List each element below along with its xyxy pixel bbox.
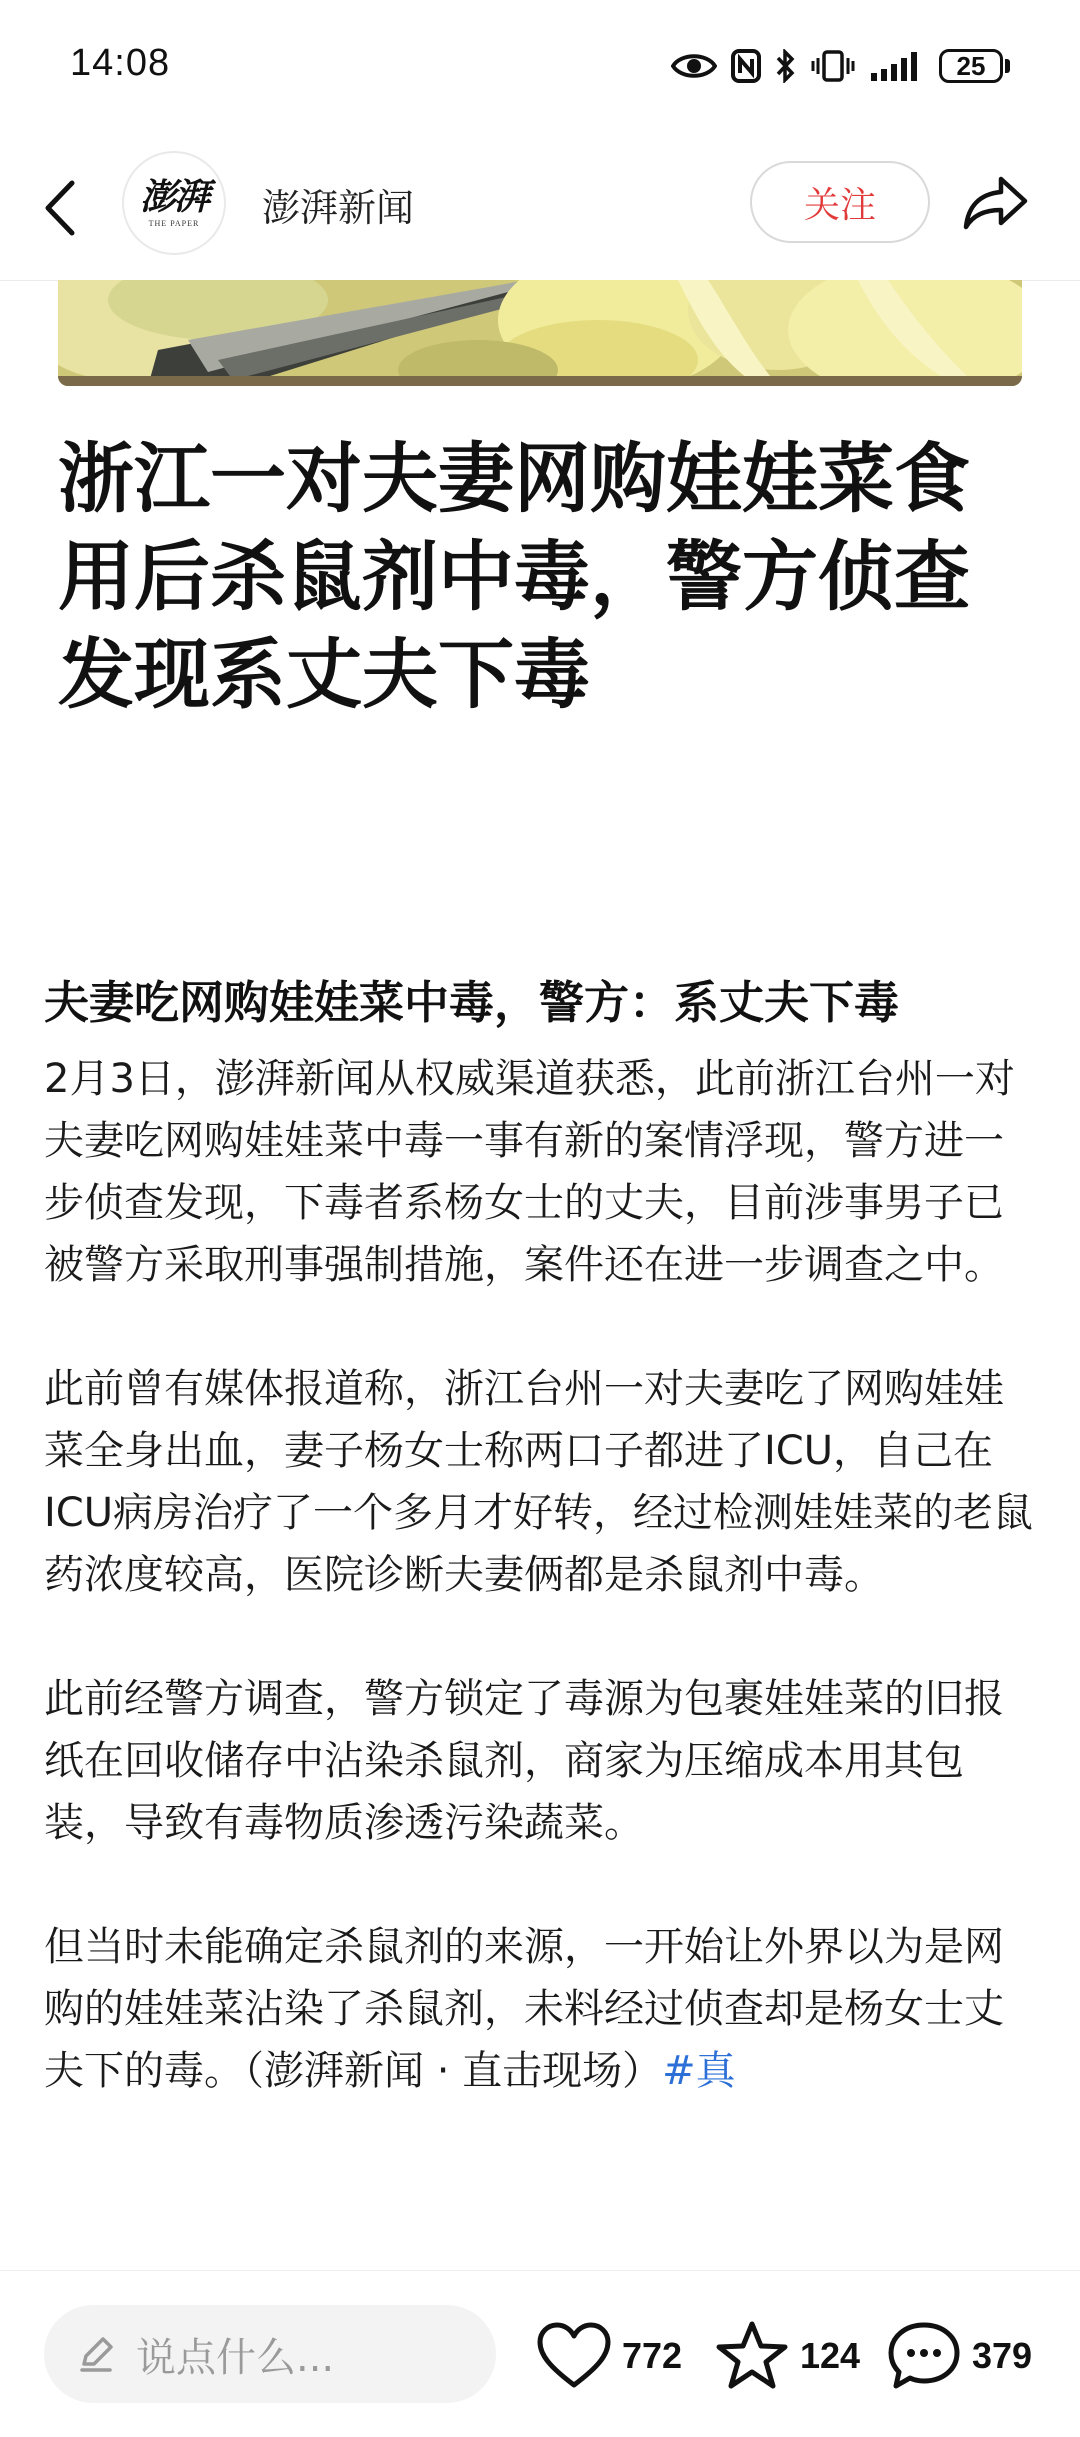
article-paragraph: 2月3日，澎湃新闻从权威渠道获悉，此前浙江台州一对夫妻吃网购娃娃菜中毒一事有新的案情浮现，警方进一步侦查发现，下毒者系杨女士的丈夫，目前涉事男子已被警方采取刑事强制措施，案件还在进一步调查之中。	[44, 1056, 1015, 1288]
bluetooth-icon	[775, 44, 797, 88]
heart-icon	[536, 2321, 612, 2391]
logo-subtext: THE PAPER	[148, 218, 200, 228]
cabbage-photo	[58, 280, 1022, 386]
channel-logo[interactable]	[122, 151, 226, 255]
comment-bubble-icon	[886, 2319, 962, 2393]
battery-level: 25	[939, 49, 1003, 83]
vibrate-icon	[811, 44, 855, 88]
article-paragraph-text: 但当时未能确定杀鼠剂的来源，一开始让外界以为是网购的娃娃菜沾染了杀鼠剂，未料经过侦查却是杨女士丈夫下的毒。（澎湃新闻 · 直击现场）	[44, 1924, 1004, 2094]
article-paragraph-last	[44, 1916, 1034, 2102]
article-hero-image[interactable]	[58, 280, 1022, 386]
status-time: 14:08	[70, 42, 171, 84]
battery-icon	[939, 49, 1010, 83]
status-icons	[671, 44, 1010, 88]
comment-input[interactable]	[44, 2305, 496, 2403]
star-icon	[714, 2319, 790, 2393]
app-header	[0, 135, 1080, 281]
favorite-button[interactable]	[714, 2311, 860, 2401]
article-paragraph: 此前曾有媒体报道称，浙江台州一对夫妻吃了网购娃娃菜全身出血，妻子杨女士称两口子都进了ICU，自己在ICU病房治疗了一个多月才好转，经过检测娃娃菜的老鼠药浓度较高，医院诊断夫妻俩都是杀鼠剂中毒。	[44, 1366, 1034, 1598]
bottom-action-bar	[0, 2270, 1080, 2437]
share-icon	[961, 173, 1031, 233]
topic-hashtag-link[interactable]: #真	[662, 2048, 736, 2094]
content-fade	[0, 2235, 1080, 2275]
comment-count: 379	[972, 2335, 1033, 2376]
article-body	[44, 1048, 1034, 2164]
pen-icon	[74, 2332, 118, 2376]
comment-placeholder: 说点什么...	[136, 2334, 335, 2381]
comment-button[interactable]	[886, 2311, 1032, 2401]
channel-name[interactable]: 澎湃新闻	[262, 186, 415, 230]
nfc-icon	[731, 44, 761, 88]
status-bar	[0, 0, 1080, 135]
favorite-count: 124	[800, 2335, 861, 2376]
like-count: 772	[622, 2335, 683, 2376]
eye-icon	[671, 44, 717, 88]
like-button[interactable]	[536, 2311, 682, 2401]
share-button[interactable]	[958, 165, 1034, 241]
back-button[interactable]	[30, 173, 90, 243]
article-title: 浙江一对夫妻网购娃娃菜食用后杀鼠剂中毒，警方侦查发现系丈夫下毒	[58, 434, 970, 719]
follow-button[interactable]: 关注	[750, 161, 930, 243]
article-subtitle: 夫妻吃网购娃娃菜中毒，警方：系丈夫下毒	[44, 976, 900, 1029]
article-paragraph: 此前经警方调查，警方锁定了毒源为包裹娃娃菜的旧报纸在回收储存中沾染杀鼠剂，商家为压缩成本用其包装，导致有毒物质渗透污染蔬菜。	[44, 1676, 1004, 1846]
signal-icon	[869, 44, 925, 88]
back-icon	[42, 179, 78, 237]
logo-mark: 澎湃	[139, 175, 208, 218]
